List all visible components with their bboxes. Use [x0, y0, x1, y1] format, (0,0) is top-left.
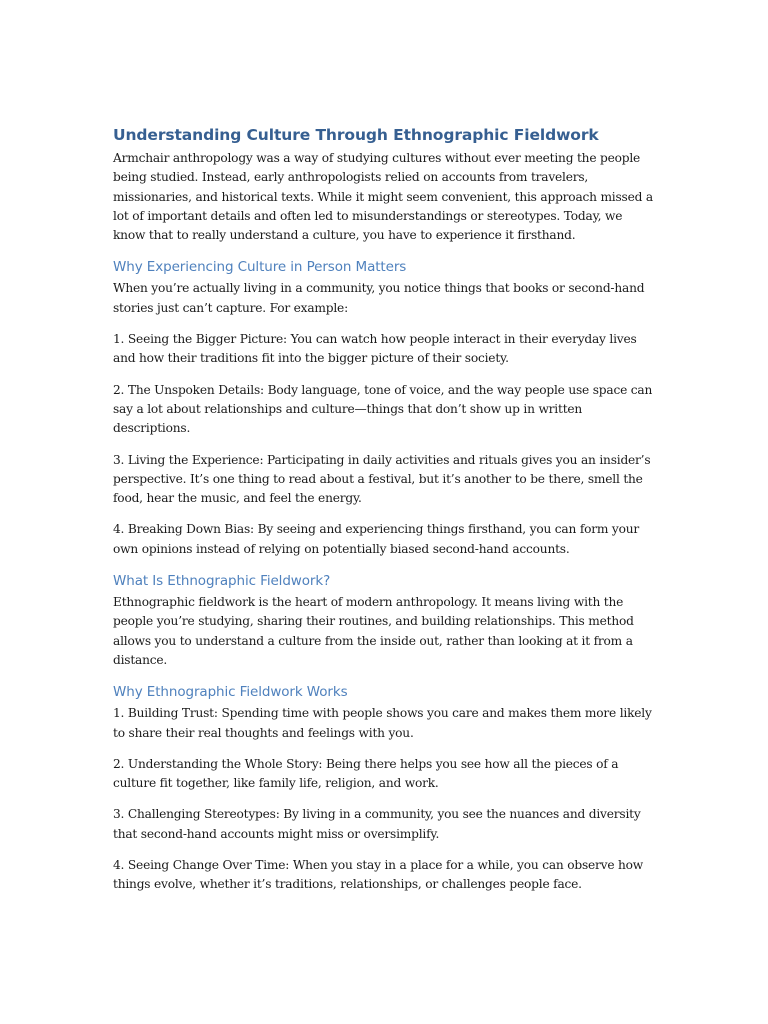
document-page	[113, 125, 658, 895]
section-heading-experiencing: Why Experiencing Culture in Person Matters	[113, 259, 407, 276]
list-item: 3. Challenging Stereotypes: By living in a community, you see the nuances and diversity that second-hand accounts might miss or oversimplify.	[113, 807, 641, 841]
list-item: 4. Breaking Down Bias: By seeing and experiencing things firsthand, you can form your own opinions instead of relying on potentially biased second-hand accounts.	[113, 522, 640, 556]
list-item: 2. Understanding the Whole Story: Being there helps you see how all the pieces of a culture fit together, like family life, religion, and work.	[113, 756, 619, 791]
document-title: Understanding Culture Through Ethnographic Fieldwork	[113, 126, 599, 144]
paragraph: When you’re actually living in a community, you notice things that books or second-hand stories just can’t capture. For example:	[113, 281, 645, 315]
intro-paragraph: Armchair anthropology was a way of studying cultures without ever meeting the people being studied. Instead, early anthropologists relied on accounts from travelers, missionaries, and historical texts. While it might seem convenient, this approach missed a lot of important details and often led to misunderstandings or stereotypes. Today, we know that to really understand a culture, you have to experience it firsthand.	[113, 151, 653, 243]
section-heading-what-is-fieldwork: What Is Ethnographic Fieldwork?	[113, 573, 331, 590]
section-heading-why-fieldwork-works: Why Ethnographic Fieldwork Works	[113, 684, 348, 701]
list-item: 2. The Unspoken Details: Body language, tone of voice, and the way people use space can say a lot about relationships and culture—things that don’t show up in written descriptions.	[113, 382, 653, 436]
list-item: 1. Building Trust: Spending time with people shows you care and makes them more likely to share their real thoughts and feelings with you.	[113, 706, 652, 740]
paragraph: Ethnographic fieldwork is the heart of modern anthropology. It means living with the people you’re studying, sharing their routines, and building relationships. This method allows you to understand a culture from the inside out, rather than looking at it from a distance.	[113, 595, 634, 667]
list-item: 4. Seeing Change Over Time: When you stay in a place for a while, you can observe how things evolve, whether it’s traditions, relationships, or challenges people face.	[113, 858, 644, 892]
list-item: 3. Living the Experience: Participating in daily activities and rituals gives you an insider’s perspective. It’s one thing to read about a festival, but it’s another to be there, smell the food, hear the music, and feel the energy.	[113, 452, 651, 506]
list-item: 1. Seeing the Bigger Picture: You can watch how people interact in their everyday lives and how their traditions fit into the bigger picture of their society.	[113, 332, 637, 366]
